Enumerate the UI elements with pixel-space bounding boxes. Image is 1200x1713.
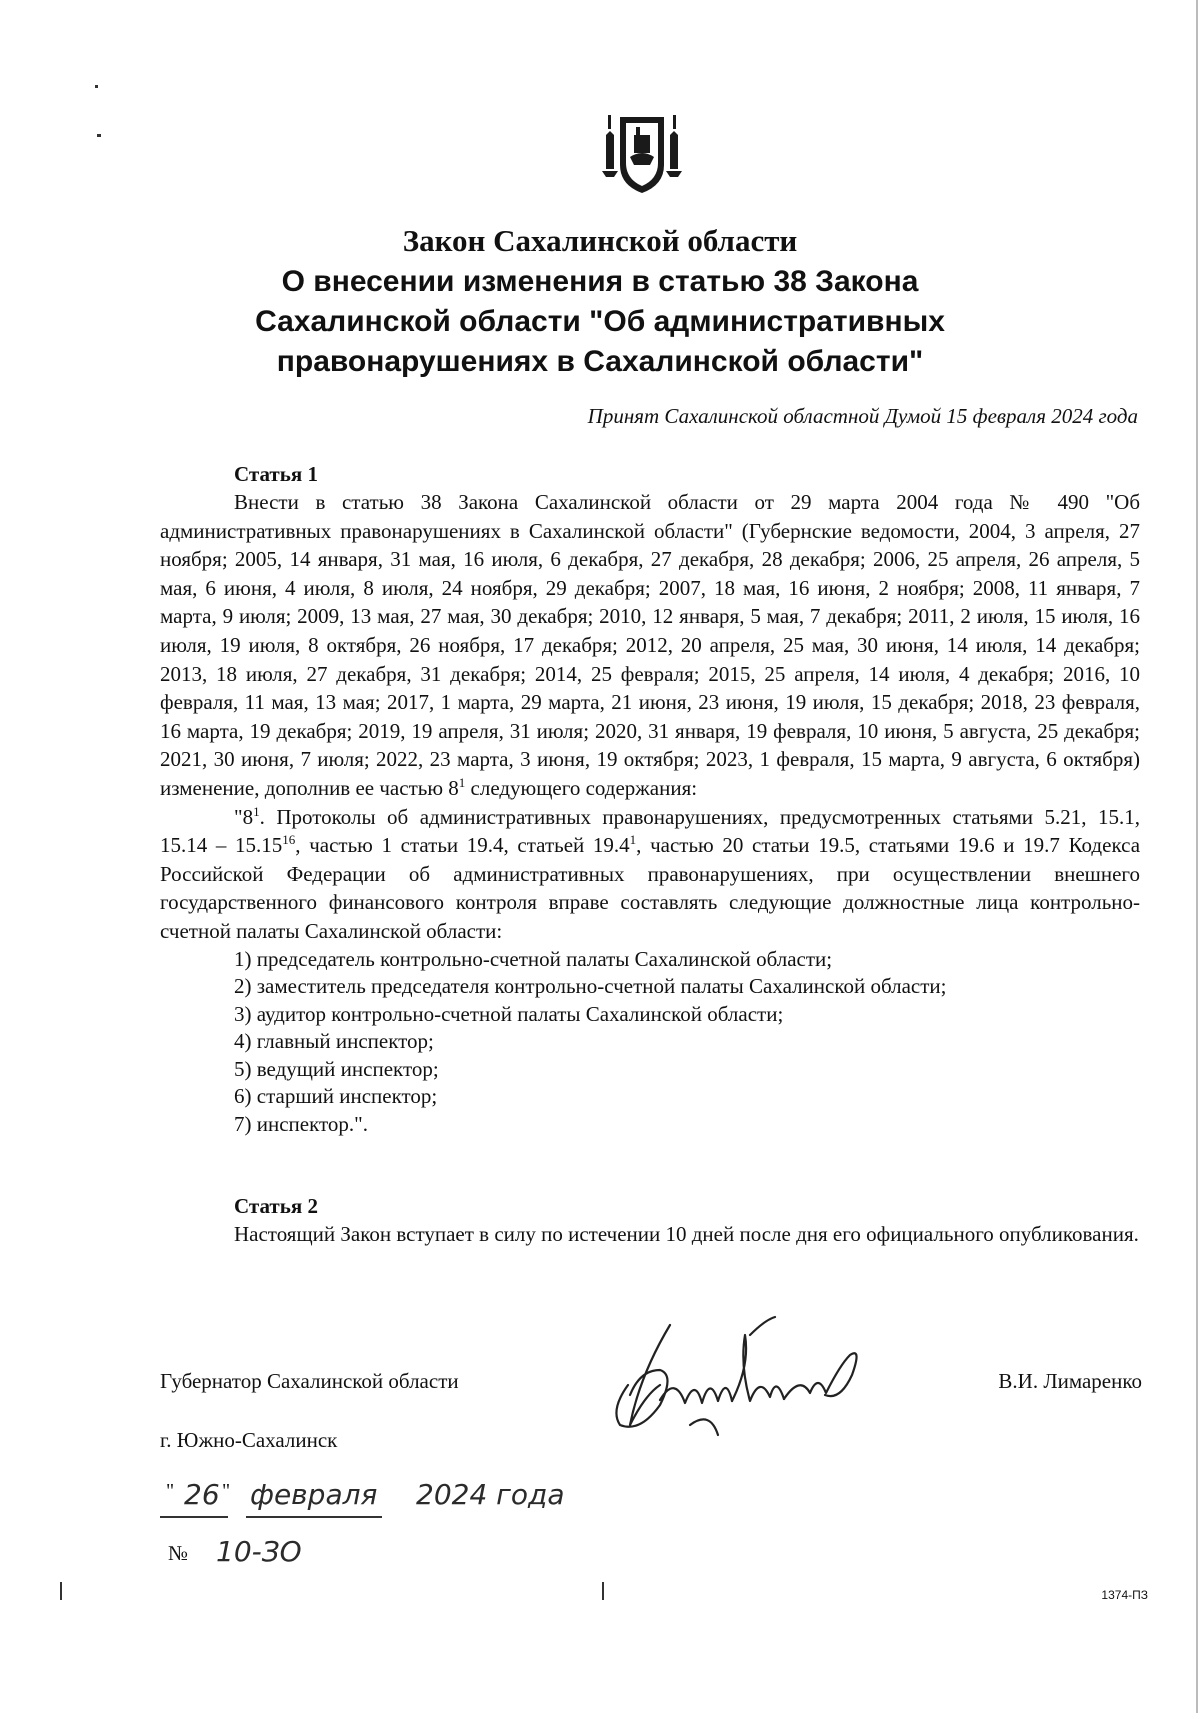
scan-mark — [602, 1582, 604, 1600]
scan-mark — [95, 85, 98, 88]
article-2 — [160, 1192, 1140, 1249]
law-subject — [0, 262, 1200, 382]
scan-mark — [97, 134, 101, 137]
list-item: 1) председатель контрольно-счетной палаты Сахалинской области; — [234, 946, 833, 971]
signatory-name: В.И. Лимаренко — [998, 1369, 1142, 1393]
signing-date — [160, 1478, 720, 1522]
date-year: 2024 года — [416, 1478, 565, 1511]
city: г. Южно-Сахалинск — [160, 1428, 338, 1452]
document-code: 1374-ПЗ — [1101, 1588, 1148, 1602]
superscript: 1 — [629, 832, 637, 848]
law-subject-line: О внесении изменения в статью 38 Закона — [281, 265, 919, 298]
date-quote-close: " — [222, 1480, 231, 1502]
intro-text-end: следующего содержания: — [465, 775, 698, 800]
list-item: 4) главный инспектор; — [234, 1029, 434, 1053]
number-label: № — [168, 1541, 189, 1565]
coat-of-arms-emblem — [600, 105, 684, 197]
part-text: , частью 20 статьи 19.5, статьями 19.6 и 19.7 Кодекса Российской Федерации об административных правонарушениях, при осуществлении внешнего государственного финансового контроля вправе составлять следующие должностные лица контрольно-счетной палаты Сахалинской области: — [160, 833, 1141, 943]
date-underline — [246, 1516, 382, 1518]
article-2-heading: Статья 2 — [234, 1194, 318, 1218]
date-quote-open: " — [166, 1480, 175, 1502]
list-item: 6) старший инспектор; — [234, 1084, 438, 1108]
article-2-text: Настоящий Закон вступает в силу по истечении 10 дней после дня его официального опубликования. — [234, 1222, 1139, 1246]
law-title: Закон Сахалинской области — [402, 223, 798, 258]
date-day: 26 — [184, 1478, 220, 1511]
list-item: 7) инспектор.". — [234, 1111, 368, 1136]
number-value: 10-ЗО — [216, 1535, 302, 1568]
signatory-position: Губернатор Сахалинской области — [160, 1369, 459, 1393]
article-1 — [160, 460, 1140, 1138]
handwritten-signature — [600, 1315, 920, 1445]
date-month: февраля — [250, 1478, 378, 1511]
superscript: 1 — [253, 803, 260, 819]
law-number — [160, 1535, 360, 1575]
article-1-heading: Статья 1 — [234, 462, 318, 486]
date-underline — [160, 1516, 228, 1518]
list-item: 3) аудитор контрольно-счетной палаты Сахалинской области; — [234, 1001, 784, 1026]
scan-mark — [60, 1582, 62, 1600]
law-subject-line: правонарушениях в Сахалинской области" — [276, 345, 924, 378]
adoption-note: Принят Сахалинской областной Думой 15 февраля 2024 года — [587, 404, 1138, 428]
part-text: , частью 1 статьи 19.4, статьей 19.4 — [295, 833, 630, 858]
article-1-intro — [160, 488, 1140, 803]
law-subject-line: Сахалинской области "Об административных — [255, 305, 945, 338]
article-1-part-8-1 — [160, 803, 1140, 946]
part-text: "8 — [234, 804, 254, 829]
superscript: 1 — [458, 774, 466, 790]
list-item: 2) заместитель председателя контрольно-счетной палаты Сахалинской области; — [234, 974, 947, 998]
list-item: 5) ведущий инспектор; — [234, 1056, 439, 1081]
superscript: 16 — [282, 832, 296, 848]
intro-text: Внести в статью 38 Закона Сахалинской области от 29 марта 2004 года № 490 "Об административных правонарушениях в Сахалинской области" (Губернские ведомости, 2004, 3 апреля, 27 ноября; 2005, 14 января, 31 мая, 16 июля, 6 декабря, 27 декабря, 28 декабря; 2006, 25 апреля, 26 апреля, 5 мая, 6 июня, 4 июля, 8 июля, 24 ноября, 29 декабря; 2007, 18 мая, 16 июня, 2 ноября; 2008, 11 января, 7 марта, 9 июля; 2009, 13 мая, 27 мая, 30 декабря; 2010, 12 января, 5 мая, 7 декабря; 2011, 2 июля, 15 июля, 16 июля, 19 июля, 8 октября, 26 ноября, 17 декабря; 2012, 20 апреля, 25 мая, 30 июня, 14 июля, 14 декабря; 2013, 18 июля, 27 декабря, 31 декабря; 2014, 25 февраля; 2015, 25 апреля, 14 июля, 4 декабря; 2016, 10 февраля, 11 мая, 13 мая; 2017, 1 марта, 29 марта, 21 июня, 23 июня, 19 июля, 15 декабря; 2018, 23 февраля, 16 марта, 19 декабря; 2019, 19 апреля, 31 июля; 2020, 31 января, 19 февраля, 10 июня, 5 августа, 25 декабря; 2021, 30 июня, 7 июля; 2022, 23 марта, 3 июня, 19 октября; 2023, 1 февраля, 15 марта, 9 августа, 6 октября) изменение, дополнив ее частью 8 — [160, 490, 1140, 800]
part-text: . Протоколы об административных правонарушениях, предусмотренных статьями 5.21, 15.1, 15.14 – 15.15 — [160, 804, 1140, 858]
